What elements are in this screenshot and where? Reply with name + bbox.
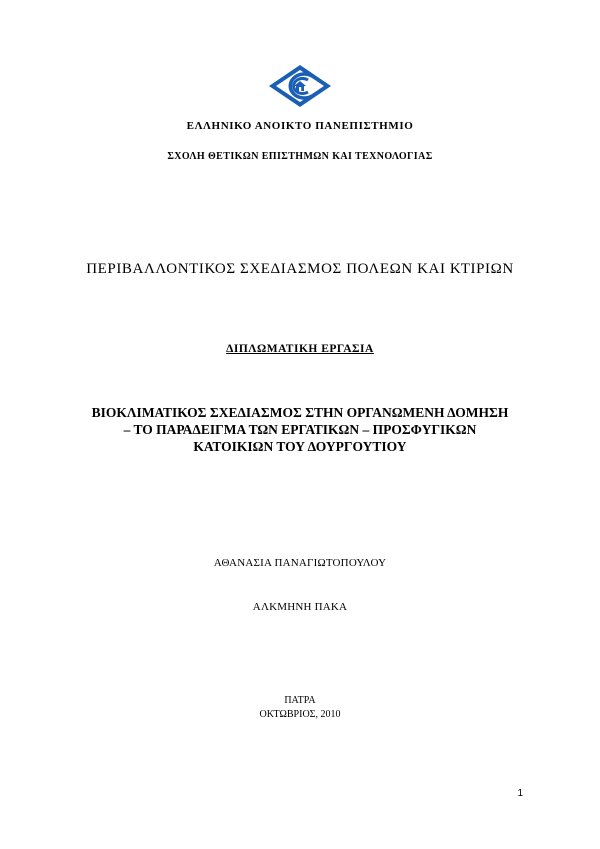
- place: ΠΑΤΡΑ: [284, 695, 316, 706]
- thesis-title-line: ΚΑΤΟΙΚΙΩΝ ΤΟΥ ΔΟΥΡΓΟΥΤΙΟΥ: [193, 439, 407, 454]
- thesis-title: [0, 404, 600, 455]
- page-number: 1: [517, 788, 523, 799]
- school-name: ΣΧΟΛΗ ΘΕΤΙΚΩΝ ΕΠΙΣΤΗΜΩΝ ΚΑΙ ΤΕΧΝΟΛΟΓΙΑΣ: [167, 151, 433, 162]
- program-name: ΠΕΡΙΒΑΛΛΟΝΤΙΚΟΣ ΣΧΕΔΙΑΣΜΟΣ ΠΟΛΕΩΝ ΚΑΙ ΚΤΙΡΙΩΝ: [86, 261, 514, 277]
- thesis-label: ΔΙΠΛΩΜΑΤΙΚΗ ΕΡΓΑΣΙΑ: [226, 343, 374, 355]
- university-logo-icon: [268, 64, 332, 108]
- author-name: ΑΛΚΜΗΝΗ ΠΑΚΑ: [252, 601, 348, 613]
- author-name: ΑΘΑΝΑΣΙΑ ΠΑΝΑΓΙΩΤΟΠΟΥΛΟΥ: [213, 557, 387, 569]
- university-name: ΕΛΛΗΝΙΚΟ ΑΝΟΙΚΤΟ ΠΑΝΕΠΙΣΤΗΜΙΟ: [186, 120, 414, 132]
- thesis-title-line: – ΤΟ ΠΑΡΑΔΕΙΓΜΑ ΤΩΝ ΕΡΓΑΤΙΚΩΝ – ΠΡΟΣΦΥΓΙΚΩΝ: [123, 422, 477, 437]
- date: ΟΚΤΩΒΡΙΟΣ, 2010: [259, 709, 341, 720]
- thesis-title-line: ΒΙΟΚΛΙΜΑΤΙΚΟΣ ΣΧΕΔΙΑΣΜΟΣ ΣΤΗΝ ΟΡΓΑΝΩΜΕΝΗ ΔΟΜΗΣΗ: [91, 405, 509, 420]
